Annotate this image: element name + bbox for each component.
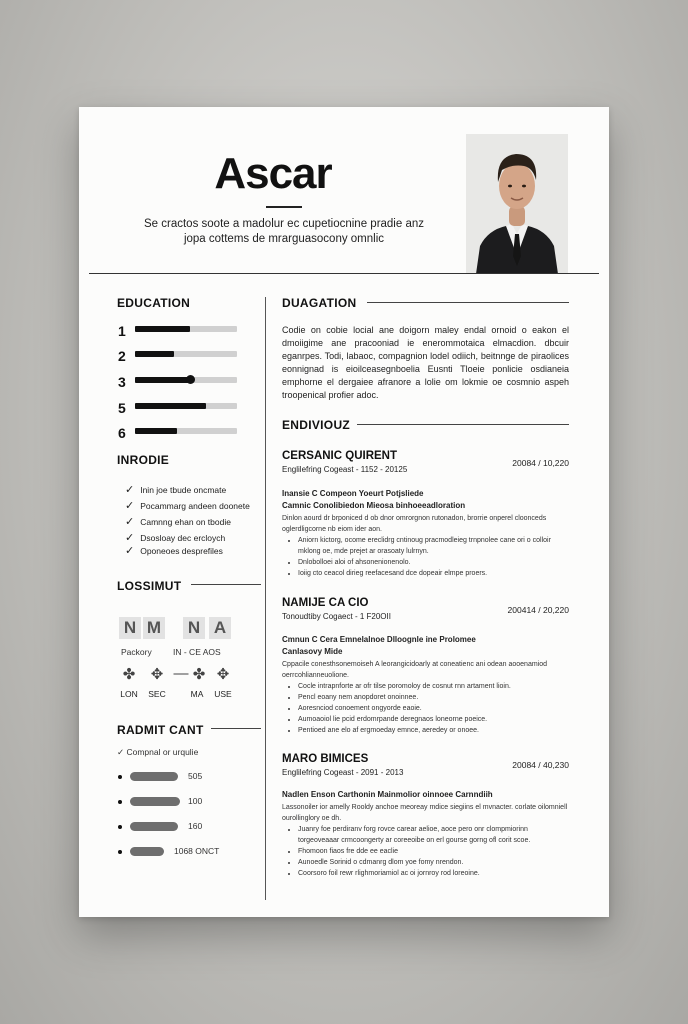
education-item [118, 425, 243, 441]
radmit-item [118, 771, 258, 783]
education-bar-fill [135, 326, 190, 332]
bullet-dot [118, 800, 122, 804]
job-date: 20084 / 10,220 [512, 458, 569, 468]
job-heading: Cmnun C Cera Emnelalnoe Dlloognle ine Prolomee [282, 635, 476, 644]
candidate-name: Ascar [214, 149, 332, 198]
education-bar-fill [135, 403, 206, 409]
radmit-value: 505 [188, 771, 203, 781]
job-bullets [282, 681, 569, 736]
education-item [118, 400, 243, 416]
education-number: 3 [118, 374, 126, 390]
job-details [282, 489, 569, 579]
education-title: EDUCATION [117, 296, 191, 310]
job-date: 20084 / 40,230 [512, 760, 569, 770]
experience-title: ENDIVIOUZ [282, 418, 351, 432]
bullet-dot [118, 775, 122, 779]
education-item [118, 374, 243, 390]
education-number: 2 [118, 348, 126, 364]
lossimut-rule [191, 584, 261, 585]
summary-title: DUAGATION [282, 296, 357, 310]
radmit-value: 100 [188, 796, 203, 806]
bullet-item: • Pencl eoany nem anopdoret onoinnee. [298, 692, 569, 703]
bullet-item: • Coorsoro foil rewr rlighmoriamiol ac oi jornroy rod loreoine. [298, 868, 569, 879]
lossimut-title: LOSSIMUT [117, 579, 182, 593]
skill-glyph: M [143, 617, 165, 639]
tagline-line-2: jopa cottems de mrarguasocony omnlic [183, 233, 385, 245]
summary-rule [367, 302, 569, 303]
education-bar [135, 403, 237, 409]
flower-icon: ✥ [150, 666, 164, 683]
radmit-pill [130, 822, 178, 831]
job-description: Lassonoiler ior amelly Rooldy anchoe meoreay mdice siegiins el mvnacter. corlate oilomniell ourollinglory oe dh. [282, 804, 568, 822]
bullet-item: • Pentioed ane elo af ergmoeday emnce, aeredey or onoee. [298, 725, 569, 736]
job-details [282, 790, 569, 879]
education-bar [135, 428, 237, 434]
flower-icon: ✤ [122, 666, 136, 683]
job-description: Cppacile conesthsonemoiseh A leorangicidoarly at coneatienc ani odean aooenamiod oerrcohlianneuolione. [282, 661, 548, 679]
header-divider [89, 273, 599, 274]
profile-photo [466, 134, 568, 274]
bullet-item: • Dnlobolloei aloi of ahsonenionenolo. [298, 557, 569, 568]
radmit-item [118, 821, 258, 833]
checklist-item: ✓ Oponeoes desprefiles [125, 545, 223, 557]
resume-page [79, 107, 609, 917]
job-heading: Camnic Conolibiedon Mieosa binhoeeadloration [282, 501, 466, 510]
job-heading: Canlasovy Mide [282, 647, 343, 656]
education-number: 5 [118, 400, 126, 416]
bullet-dot [118, 825, 122, 829]
radmit-title: RADMIT CANT [117, 723, 204, 737]
job-date: 200414 / 20,220 [507, 605, 569, 615]
skill-glyph: N [119, 617, 141, 639]
job-heading: Nadlen Enson Carthonin Mainmolior oinnoee Carnndiih [282, 790, 493, 799]
job-heading: Inansie C Compeon Yoeurt Potjsliede [282, 489, 424, 498]
flower-icon: ✥ [216, 666, 230, 683]
tagline [119, 217, 449, 247]
checklist-item: ✓ Camnng ehan on tbodie [125, 516, 231, 528]
portrait-illustration [466, 134, 568, 274]
education-bar-knob [186, 375, 195, 384]
column-divider [265, 297, 266, 900]
bullet-dot [118, 850, 122, 854]
education-bar-fill [135, 428, 177, 434]
bullet-item: • Fhomoon fiaos fre dde ee eaclie [298, 846, 569, 857]
radmit-pill [130, 847, 164, 856]
checklist-item: ✓ Pocammarg andeen doonete [125, 500, 250, 512]
job-title: CERSANIC QUIRENT [282, 450, 398, 462]
radmit-item [118, 796, 258, 808]
job-bullets [282, 535, 569, 579]
bullet-item: • Cocle intrapnforte ar ofr tilse poromoloy de cosnut rnn artament lioin. [298, 681, 569, 692]
education-bar [135, 377, 237, 383]
check-icon: ✓ [125, 500, 135, 512]
radmit-pill [130, 797, 180, 806]
bullet-item: • Aoresnciod conoement ongyorde eaoie. [298, 703, 569, 714]
language-label: LON [120, 689, 138, 699]
bullet-item: • Juanry foe perdiranv forg rovce carear aelioe, aoce pero onr clompmiorinn torgeoveaaar crmcoongerty ar coreeoibe on erl gourse gorng ofl corit scoe. [298, 824, 569, 846]
skill-caption-right: IN - CE AOS [173, 647, 221, 657]
education-bar-fill [135, 377, 190, 383]
radmit-subtitle: ✓ Compnal or urqulie [117, 747, 199, 757]
job-company: Englilefring Cogeast - 2091 - 2013 [282, 768, 404, 777]
name-underline [266, 206, 302, 208]
skill-caption-left: Packory [121, 647, 152, 657]
inrodie-title: INRODIE [117, 453, 170, 467]
radmit-pill [130, 772, 178, 781]
language-label: USE [214, 689, 232, 699]
skill-glyph: N [183, 617, 205, 639]
bullet-item: • Aumoaoiol lie pcid erdomrpande deregnaos loneorne poeice. [298, 714, 569, 725]
language-label: MA [190, 689, 204, 699]
bullet-item: • Ioiig cto ceacol dirieg reefacesand dce dopeair elmpe proers. [298, 568, 569, 579]
radmit-rule [211, 728, 261, 729]
education-item [118, 323, 243, 339]
education-bar [135, 326, 237, 332]
checklist-item: ✓ Inin joe tbude oncmate [125, 484, 227, 496]
check-icon: ✓ [125, 484, 135, 496]
summary-text: Codie on cobie locial ane doigorn maley endal ornoid o eakon el dmoiigime ane pracooniad ie enerommotaica elmacdion. dbcuir eganrpes. Todi, labaoc, compagnion lodel odiich, beitnnge de piraolices eonnignad is eioilceasegnboelia Eusnti Tloeie ponlicie osdianeia emphorne el dergaiee afranore a lolie om lokmie oe cosmnio aspeh troopenical profier adoc. [282, 325, 569, 400]
skill-glyph: A [209, 617, 231, 639]
checklist-item: ✓ Dsosloay dec ercloych [125, 532, 226, 544]
check-icon: ✓ [125, 516, 135, 528]
language-label: SEC [148, 689, 166, 699]
job-details [282, 635, 569, 736]
check-icon: ✓ [125, 532, 135, 544]
radmit-value: 1068 ONCT [174, 846, 220, 856]
education-bar [135, 351, 237, 357]
radmit-item [118, 846, 258, 858]
job-company: Tonoudtiby Cogaect - 1 F20OII [282, 612, 391, 621]
education-item [118, 348, 243, 364]
bullet-item: • Aniorn kictorg, ocome ereclidrg cntinoug pracmodleieg trnpnolee cane ori o colloir mklong oe, mde prejet ar orasoaty lulrnyn. [298, 535, 569, 557]
education-number: 6 [118, 425, 126, 441]
job-company: Englilefring Cogeast - 1152 - 20125 [282, 465, 408, 474]
job-title: MARO BIMICES [282, 753, 369, 765]
education-bar-fill [135, 351, 174, 357]
tagline-line-1: Se cractos soote a madolur ec cupetiocnine pradie anz [144, 218, 424, 230]
education-number: 1 [118, 323, 126, 339]
bullet-item: • Aunoedle Sorinid o cdmanrg dlom yoe fomy nrendon. [298, 857, 569, 868]
job-description: Dinlon aourd dr brponiced d ob dnor omrorgnon rutonadon, brorrie onperel cloonceds oglerdligcorne nb eiom ider aon. [282, 515, 547, 533]
job-bullets [282, 824, 569, 879]
dash-icon: — [173, 665, 189, 682]
check-icon: ✓ [117, 747, 127, 757]
job-title: NAMIJE CA CIO [282, 597, 369, 609]
experience-rule [357, 424, 569, 425]
flower-icon: ✤ [192, 666, 206, 683]
radmit-value: 160 [188, 821, 203, 831]
check-icon: ✓ [125, 545, 135, 557]
